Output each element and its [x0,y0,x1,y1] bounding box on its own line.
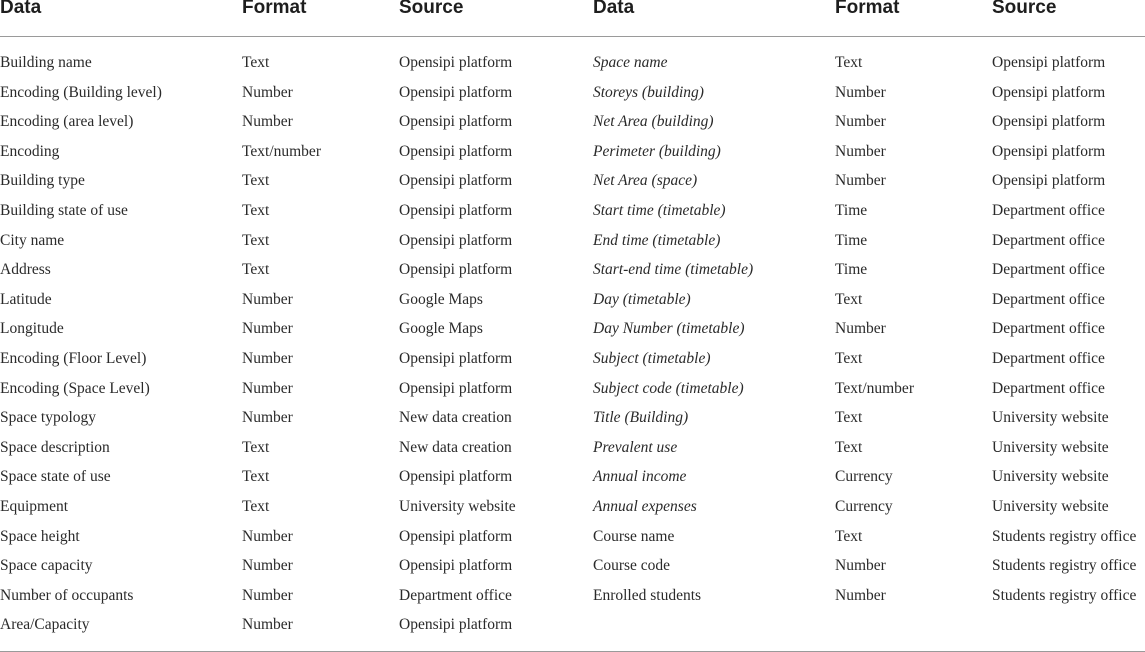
left-row-10-data: Longitude [0,320,64,338]
left-row-13-source: New data creation [399,409,512,427]
right-row-11-source: Department office [992,350,1105,367]
right-row-16-data: Annual expenses [593,498,697,515]
right-row-5-format: Number [835,172,886,190]
left-row-17-data: Space height [0,527,80,545]
left-row-8-source: Opensipi platform [399,261,513,279]
header-right-format: Format [835,0,900,18]
right-row-10-data: Day Number (timetable) [593,320,745,338]
left-row-15-format: Text [242,468,270,486]
left-row-12-source: Opensipi platform [399,379,513,397]
left-row-15-source: Opensipi platform [399,468,513,486]
left-row-17-source: Opensipi platform [399,527,513,545]
left-row-6-data: Building state of use [0,202,128,219]
right-row-17-data: Course name [593,527,675,545]
header-rule [0,36,1145,37]
left-row-9-source: Google Maps [399,290,483,308]
left-row-2-format: Number [242,83,293,101]
left-row-18-format: Number [242,557,293,575]
left-row-1-data: Building name [0,54,92,71]
left-row-9-data: Latitude [0,290,52,308]
left-row-11-data: Encoding (Floor Level) [0,350,147,367]
right-row-13-data: Title (Building) [593,409,689,427]
left-row-8-format: Text [242,261,270,279]
right-row-15-data: Annual income [593,468,687,486]
left-row-17-format: Number [242,527,293,545]
right-row-8-data: Start-end time (timetable) [593,261,754,279]
right-row-6-format: Time [835,202,868,219]
left-row-10-source: Google Maps [399,320,483,338]
header-left-source: Source [399,0,464,18]
left-row-19-format: Number [242,586,293,604]
right-row-18-format: Number [835,557,886,575]
left-row-18-data: Space capacity [0,557,93,575]
right-row-14-format: Text [835,438,863,456]
right-row-17-format: Text [835,527,863,545]
right-row-17-source: Students registry office [992,527,1137,545]
header-left-data: Data [0,0,42,18]
left-row-5-format: Text [242,172,270,190]
right-row-1-data: Space name [593,54,668,71]
left-row-15-data: Space state of use [0,468,111,486]
right-row-12-source: Department office [992,379,1105,397]
left-row-7-format: Text [242,231,270,249]
right-row-19-format: Number [835,586,886,604]
right-row-9-format: Text [835,290,863,308]
left-row-1-source: Opensipi platform [399,54,513,71]
right-row-6-source: Department office [992,202,1105,219]
left-row-1-format: Text [242,54,270,71]
right-row-5-data: Net Area (space) [593,172,698,190]
left-row-5-source: Opensipi platform [399,172,513,190]
right-row-15-source: University website [992,468,1109,486]
left-row-4-data: Encoding [0,142,60,160]
left-row-14-source: New data creation [399,438,512,456]
right-row-18-data: Course code [593,557,671,575]
right-row-4-source: Opensipi platform [992,142,1106,160]
right-row-13-format: Text [835,409,863,427]
left-row-8-data: Address [0,261,51,279]
right-row-10-source: Department office [992,320,1105,338]
right-row-18-source: Students registry office [992,557,1137,575]
header-left-format: Format [242,0,307,18]
right-row-12-format: Text/number [835,379,914,397]
left-row-13-format: Number [242,409,293,427]
right-row-19-data: Enrolled students [593,586,702,604]
left-row-13-data: Space typology [0,409,96,427]
right-row-5-source: Opensipi platform [992,172,1106,190]
right-row-7-source: Department office [992,231,1105,249]
left-row-16-data: Equipment [0,498,69,515]
left-row-4-format: Text/number [242,142,321,160]
right-row-4-format: Number [835,142,886,160]
left-row-7-source: Opensipi platform [399,231,513,249]
right-row-11-format: Text [835,350,863,367]
right-row-6-data: Start time (timetable) [593,202,726,219]
right-row-13-source: University website [992,409,1109,427]
left-row-4-source: Opensipi platform [399,142,513,160]
left-row-14-data: Space description [0,438,110,456]
right-row-3-format: Number [835,113,886,131]
left-row-11-source: Opensipi platform [399,350,513,367]
left-row-7-data: City name [0,231,65,249]
right-row-8-format: Time [835,261,868,279]
left-row-2-source: Opensipi platform [399,83,513,101]
right-row-4-data: Perimeter (building) [593,142,721,160]
right-row-2-source: Opensipi platform [992,83,1106,101]
left-row-20-format: Number [242,616,293,634]
left-row-19-source: Department office [399,586,512,604]
right-row-9-source: Department office [992,290,1105,308]
right-row-3-source: Opensipi platform [992,113,1106,131]
right-row-14-data: Prevalent use [593,438,678,456]
right-row-1-format: Text [835,54,863,71]
right-row-8-source: Department office [992,261,1105,279]
left-row-20-data: Area/Capacity [0,616,90,634]
left-row-11-format: Number [242,350,293,367]
left-row-12-format: Number [242,379,293,397]
left-row-14-format: Text [242,438,270,456]
header-right-data: Data [593,0,635,18]
left-row-6-source: Opensipi platform [399,202,513,219]
right-row-7-data: End time (timetable) [593,231,721,249]
right-row-2-format: Number [835,83,886,101]
left-row-6-format: Text [242,202,270,219]
left-row-10-format: Number [242,320,293,338]
right-row-3-data: Net Area (building) [593,113,714,131]
left-row-12-data: Encoding (Space Level) [0,379,150,397]
right-row-15-format: Currency [835,468,893,486]
right-row-12-data: Subject code (timetable) [593,379,744,397]
right-row-7-format: Time [835,231,868,249]
left-row-16-source: University website [399,498,516,515]
left-row-5-data: Building type [0,172,85,190]
right-row-1-source: Opensipi platform [992,54,1106,71]
right-row-10-format: Number [835,320,886,338]
left-row-16-format: Text [242,498,270,515]
right-row-9-data: Day (timetable) [593,290,691,308]
left-row-18-source: Opensipi platform [399,557,513,575]
left-row-20-source: Opensipi platform [399,616,513,634]
left-row-3-source: Opensipi platform [399,113,513,131]
right-row-16-format: Currency [835,498,893,515]
header-right-source: Source [992,0,1057,18]
left-row-9-format: Number [242,290,293,308]
right-row-19-source: Students registry office [992,586,1137,604]
right-row-11-data: Subject (timetable) [593,350,711,367]
left-row-2-data: Encoding (Building level) [0,83,162,101]
left-row-3-data: Encoding (area level) [0,113,134,131]
right-row-2-data: Storeys (building) [593,83,704,101]
left-row-3-format: Number [242,113,293,131]
right-row-14-source: University website [992,438,1109,456]
right-row-16-source: University website [992,498,1109,515]
left-row-19-data: Number of occupants [0,586,134,604]
